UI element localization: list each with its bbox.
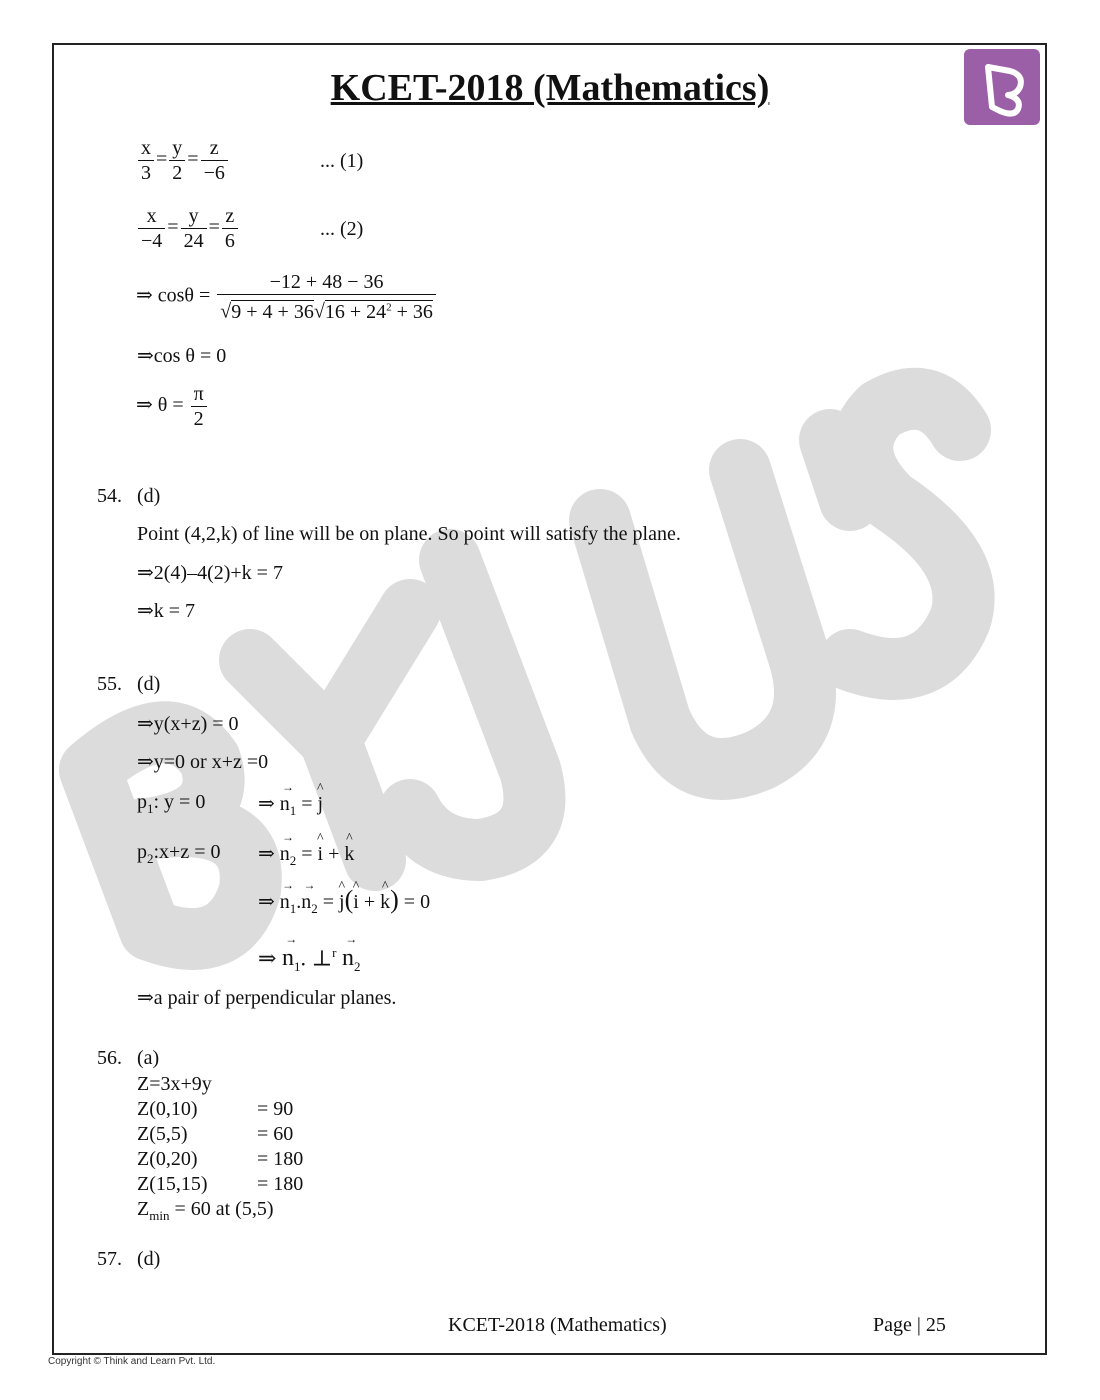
q56-number: 56.: [97, 1047, 122, 1069]
q54-line-3: ⇒k = 7: [137, 600, 196, 622]
q56-answer: (a): [137, 1047, 160, 1069]
table-row: Z(15,15) = 180: [137, 1173, 304, 1195]
normal-n2: ⇒ → $n_2$ = ^ i + ^ k: [258, 841, 354, 869]
table-row: Z(5,5) = 60: [137, 1123, 294, 1145]
footer-title: KCET-2018 (Mathematics): [448, 1314, 667, 1336]
page-title: KCET-2018 (Mathematics): [330, 67, 770, 109]
page-number: Page | 25: [873, 1314, 946, 1336]
table-row: Z(0,20) = 180: [137, 1148, 304, 1170]
q56-objective: Z=3x+9y: [137, 1073, 212, 1095]
q56-zmin: $Z_{min} = 60$ at (5,5): [137, 1198, 274, 1223]
q54-number: 54.: [97, 485, 122, 507]
q55-line-2: ⇒y=0 or x+z =0: [137, 751, 269, 773]
q55-conclusion: ⇒a pair of perpendicular planes.: [137, 987, 397, 1009]
q55-line-1: ⇒y(x+z) = 0: [137, 713, 239, 735]
byjus-logo-icon: [964, 49, 1040, 125]
equation-2-tag: ... (2): [320, 218, 364, 240]
q57-number: 57.: [97, 1248, 122, 1270]
q54-answer: (d): [137, 485, 161, 507]
q55-answer: (d): [137, 673, 161, 695]
plane-p1: $p_1$: y = 0: [137, 791, 206, 816]
equation-1: $\frac{x}{3}$ = $\frac{y}{2}$ = $\frac{z}{-6}$: [136, 136, 230, 185]
dot-product: ⇒ → $n_1.\to n_2$ = ^ j(^ i + ^ k) = 0: [258, 885, 430, 917]
q54-line-2: ⇒2(4)–4(2)+k = 7: [137, 562, 283, 584]
equation-2: $\frac{x}{-4}$ = $\frac{y}{24}$ = $\frac{z}{6}$: [136, 204, 240, 253]
perpendicular-result: ⇒ → $n_1$. ⊥$^r$ → $n_2$: [258, 945, 360, 975]
cos-theta-formula: ⇒ cosθ = $\frac{-12 + 48 - 36}{√9 + 4 + 36√16 + 24^2 + 36}$: [136, 270, 438, 324]
q56-table: [137, 1072, 303, 1222]
q55-number: 55.: [97, 673, 122, 695]
plane-p2: $p_2:x+z = 0$: [137, 841, 221, 866]
byjus-logo: [964, 49, 1040, 125]
normal-n1: ⇒ → $n_1$ = ^ j: [258, 791, 323, 819]
theta-result: ⇒ θ = $\frac{\pi}{2}$: [136, 382, 209, 431]
cos-zero: ⇒cos θ = 0: [137, 345, 227, 367]
q57-answer: (d): [137, 1248, 161, 1270]
table-row: Z(0,10) = 90: [137, 1098, 294, 1120]
copyright-notice: Copyright © Think and Learn Pvt. Ltd.: [48, 1356, 216, 1367]
q54-line-1: Point (4,2,k) of line will be on plane. So point will satisfy the plane.: [137, 523, 681, 545]
equation-1-tag: ... (1): [320, 150, 364, 172]
